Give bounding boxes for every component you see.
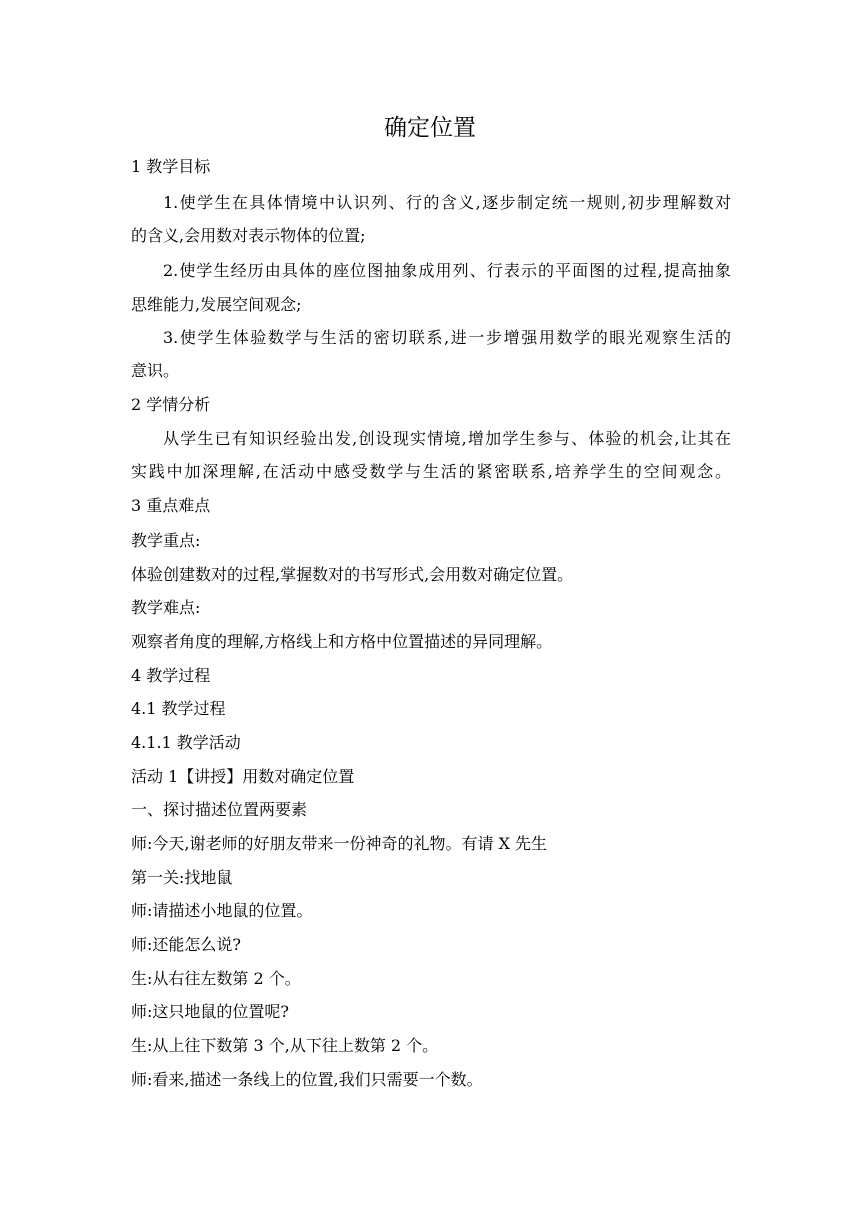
document-title: 确定位置: [384, 115, 476, 141]
paragraph-line: 体验创建数对的过程,掌握数对的书写形式,会用数对确定位置。: [131, 565, 574, 584]
paragraph-line: 师:看来,描述一条线上的位置,我们只需要一个数。: [131, 1070, 483, 1089]
paragraph-line: 第一关:找地鼠: [131, 868, 233, 887]
section-heading-analysis: 2 学情分析: [131, 395, 211, 414]
paragraph-line: 3.使学生体验数学与生活的密切联系,进一步增强用数学的眼光观察生活的: [163, 328, 731, 347]
paragraph-line: 生:从右往左数第 2 个。: [131, 969, 301, 988]
paragraph-line: 意识。: [131, 361, 180, 380]
paragraph-line: 一、探讨描述位置两要素: [131, 800, 308, 819]
paragraph-line: 师:请描述小地鼠的位置。: [131, 901, 313, 920]
paragraph-line: 实践中加深理解,在活动中感受数学与生活的紧密联系,培养学生的空间观念。: [131, 462, 731, 481]
paragraph-line: 1.使学生在具体情境中认识列、行的含义,逐步制定统一规则,初步理解数对: [163, 193, 731, 212]
paragraph-line: 师:还能怎么说?: [131, 935, 241, 954]
section-heading-process: 4 教学过程: [131, 666, 211, 685]
paragraph-line: 的含义,会用数对表示物体的位置;: [131, 226, 366, 245]
activity-heading: 活动 1【讲授】用数对确定位置: [131, 767, 355, 786]
paragraph-line: 师:今天,谢老师的好朋友带来一份神奇的礼物。有请 X 先生: [131, 834, 548, 853]
paragraph-line: 观察者角度的理解,方格线上和方格中位置描述的异同理解。: [131, 632, 553, 651]
paragraph-line: 生:从上往下数第 3 个,从下往上数第 2 个。: [131, 1036, 439, 1055]
subheading-teaching-focus: 教学重点:: [131, 531, 201, 550]
subsection-heading: 4.1.1 教学活动: [131, 733, 241, 752]
paragraph-line: 思维能力,发展空间观念;: [131, 295, 302, 314]
subsection-heading: 4.1 教学过程: [131, 699, 226, 718]
section-heading-objectives: 1 教学目标: [131, 157, 211, 176]
subheading-teaching-difficulty: 教学难点:: [131, 598, 201, 617]
paragraph-line: 师:这只地鼠的位置呢?: [131, 1002, 289, 1021]
paragraph-line: 从学生已有知识经验出发,创设现实情境,增加学生参与、体验的机会,让其在: [163, 429, 731, 448]
paragraph-line: 2.使学生经历由具体的座位图抽象成用列、行表示的平面图的过程,提高抽象: [163, 261, 731, 280]
section-heading-key-points: 3 重点难点: [131, 496, 211, 515]
